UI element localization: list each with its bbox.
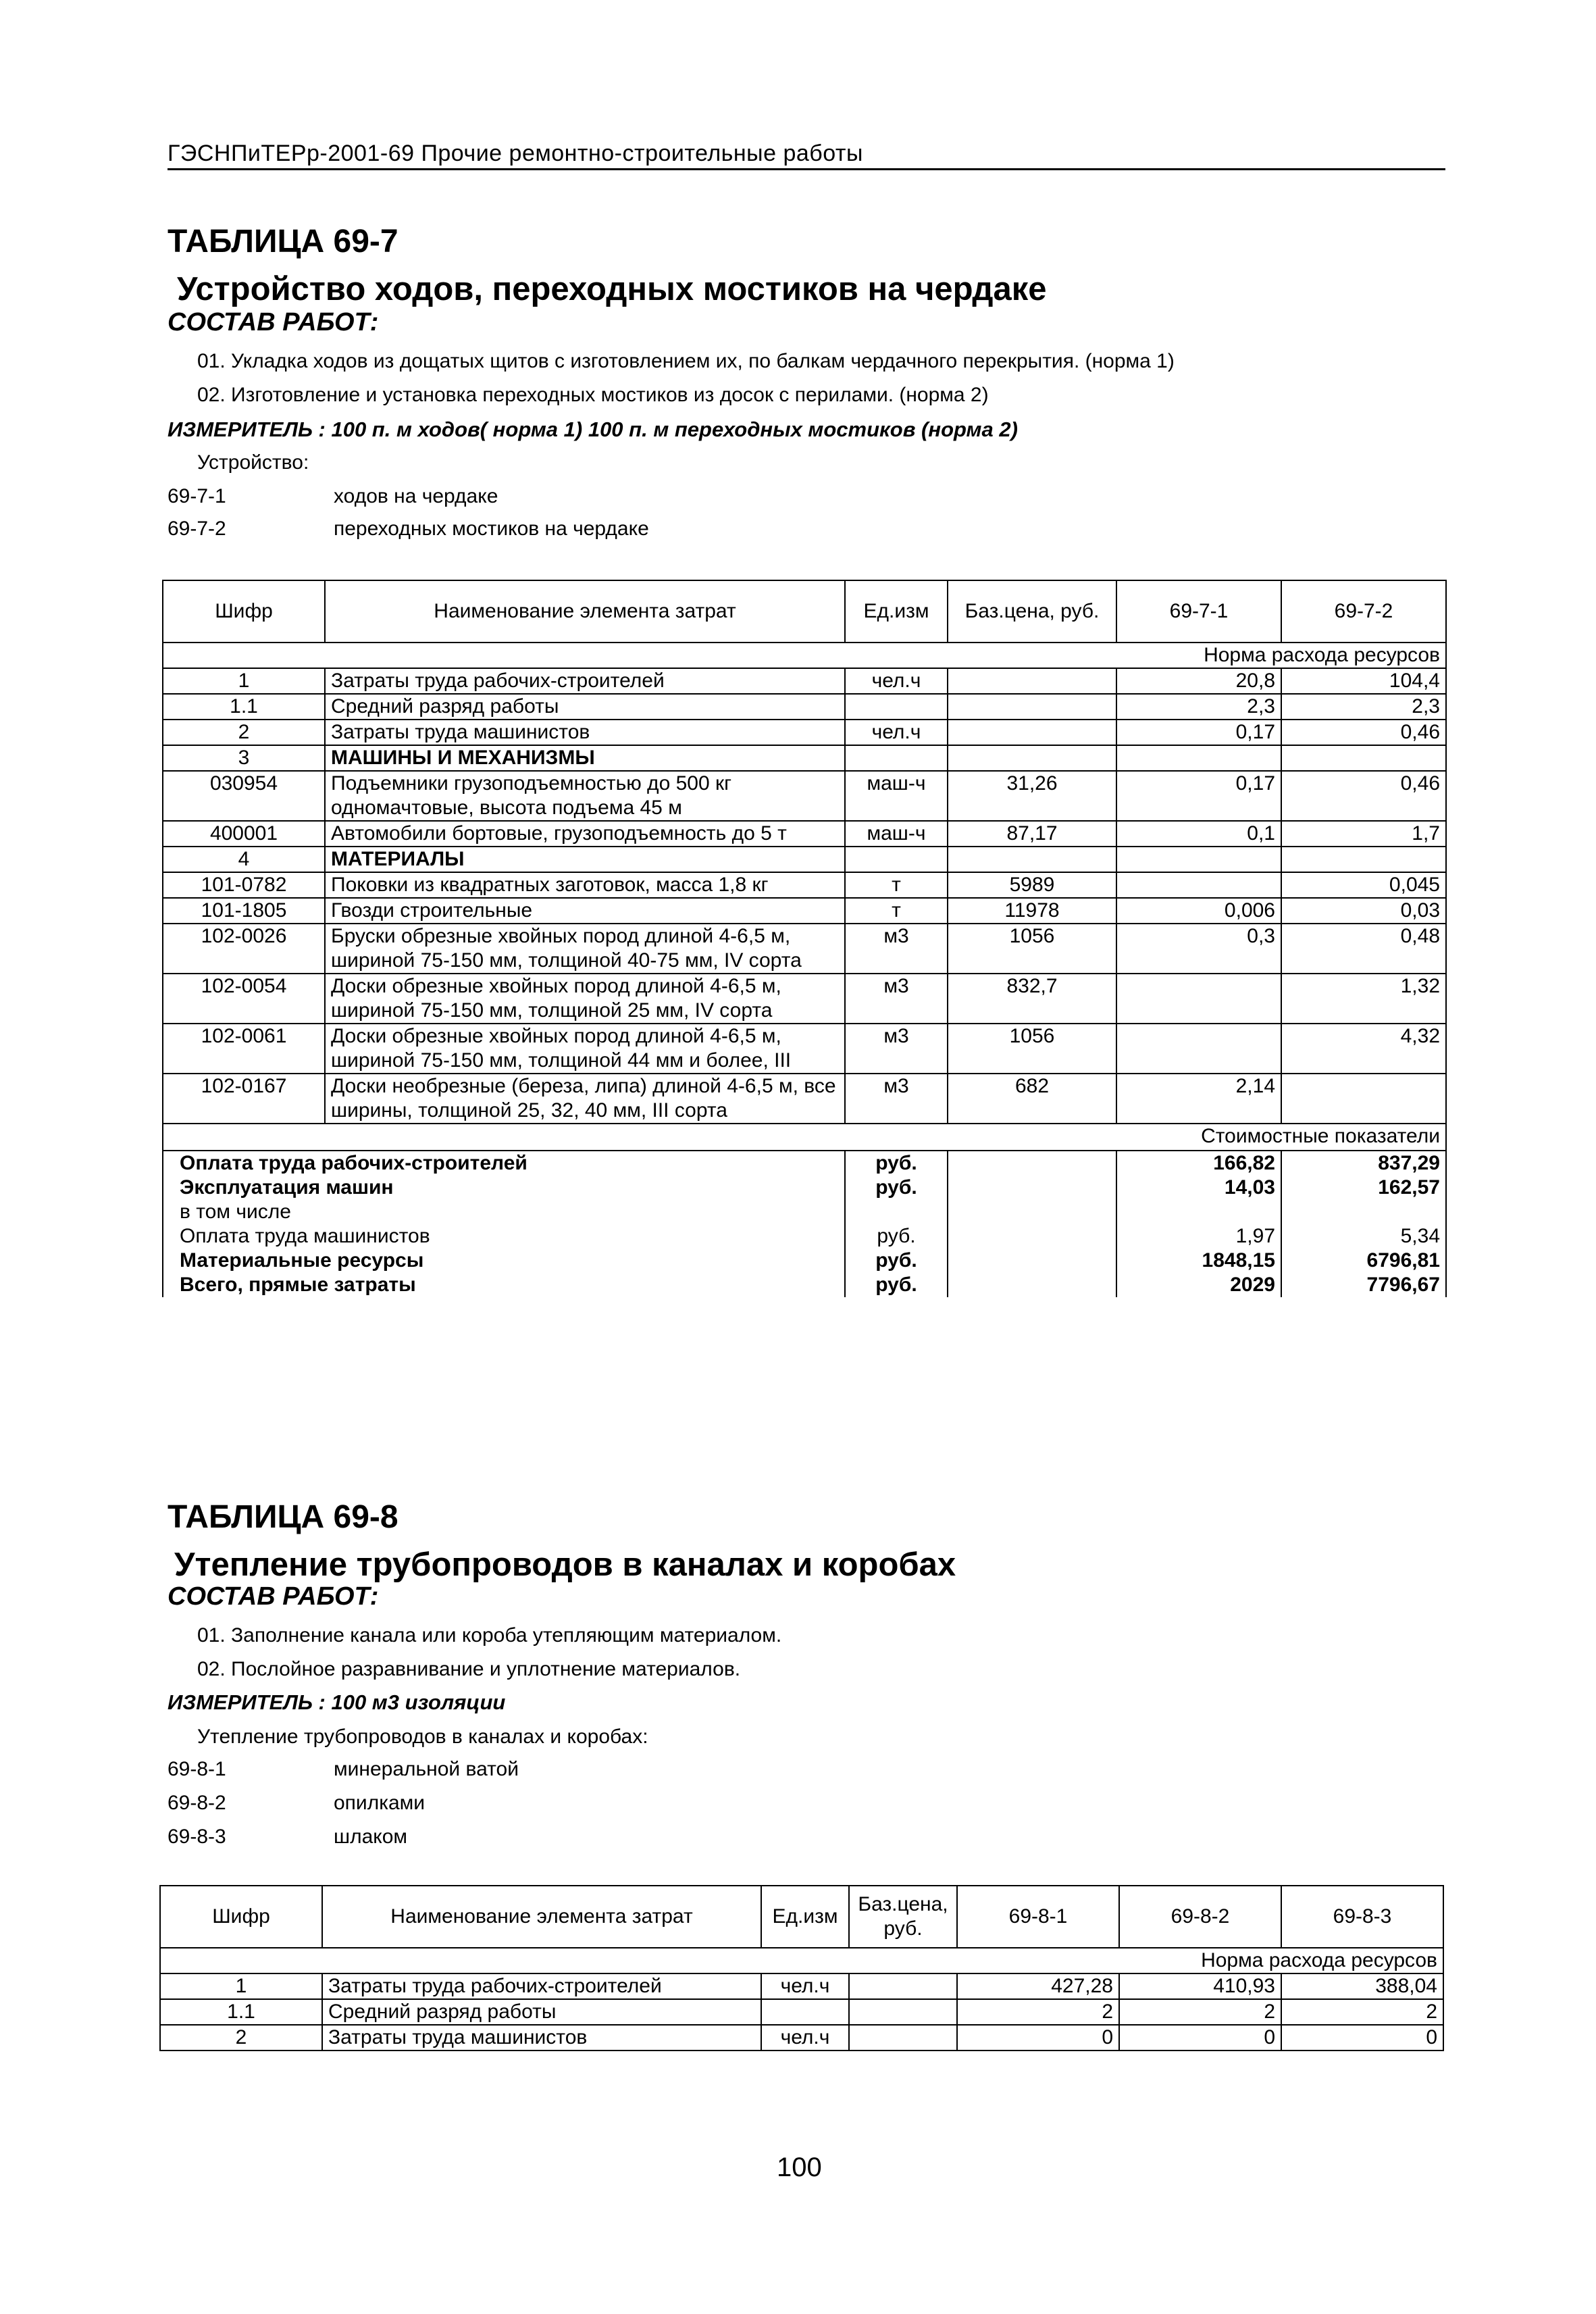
summary-row	[163, 1224, 1446, 1249]
table-cell	[948, 847, 1116, 872]
table-cell: 1056	[948, 1024, 1116, 1074]
table1-subtitle: Устройство ходов, переходных мостиков на чердаке	[177, 271, 1047, 307]
table2-subtitle: Утепление трубопроводов в каналах и коробах	[174, 1546, 956, 1583]
table-cell: 0,46	[1281, 720, 1446, 745]
table-cell: 1848,15	[1116, 1249, 1281, 1273]
table-header-row	[160, 1886, 1443, 1948]
table-cell: 427,28	[957, 1973, 1119, 1999]
table-row	[163, 847, 1446, 872]
table-cell	[845, 745, 948, 771]
table-cell: 166,82	[1116, 1151, 1281, 1176]
table2-title: ТАБЛИЦА 69-8	[168, 1499, 398, 1535]
header-cell: Ед.изм	[761, 1886, 849, 1948]
table-cell: 1.1	[163, 694, 325, 720]
norm-caption: Норма расхода ресурсов	[163, 643, 1446, 668]
table-cell: Бруски обрезные хвойных пород длиной 4-6,5 м, шириной 75-150 мм, толщиной 40-75 мм, IV сорта	[325, 924, 845, 974]
table-cell: 837,29	[1281, 1151, 1446, 1176]
cost-caption: Стоимостные показатели	[163, 1124, 1446, 1151]
table-cell	[849, 1999, 957, 2025]
table-cell: Доски обрезные хвойных пород длиной 4-6,5 м, шириной 75-150 мм, толщиной 25 мм, IV сорта	[325, 974, 845, 1024]
table-cell: Затраты труда машинистов	[325, 720, 845, 745]
table-cell	[948, 1200, 1116, 1224]
table-cell	[1281, 847, 1446, 872]
table-cell: МАТЕРИАЛЫ	[325, 847, 845, 872]
header-cell: Наименование элемента затрат	[325, 580, 845, 643]
table-cell: 14,03	[1116, 1176, 1281, 1200]
table-cell	[1281, 745, 1446, 771]
table-cell: 102-0167	[163, 1074, 325, 1124]
table1-work-1: 01. Укладка ходов из дощатых щитов с изготовлением их, по балкам чердачного перекрытия. (норма 1)	[197, 350, 1175, 372]
table-cell: 2,3	[1281, 694, 1446, 720]
summary-row	[163, 1176, 1446, 1200]
table-cell: Поковки из квадратных заготовок, масса 1,8 кг	[325, 872, 845, 898]
table-row	[163, 974, 1446, 1024]
table-cell: т	[845, 872, 948, 898]
table-cell	[1281, 1200, 1446, 1224]
table-cell: Автомобили бортовые, грузоподъемность до 5 т	[325, 821, 845, 847]
table-cell: 4,32	[1281, 1024, 1446, 1074]
table-cell: 3	[163, 745, 325, 771]
table-cell: Средний разряд работы	[322, 1999, 761, 2025]
table-row	[163, 1024, 1446, 1074]
table1-sostav-label: СОСТАВ РАБОТ:	[168, 308, 379, 336]
table-cell: 2029	[1116, 1273, 1281, 1297]
table-row	[163, 771, 1446, 821]
table-cell: 101-0782	[163, 872, 325, 898]
table-cell: 1056	[948, 924, 1116, 974]
table-cell: Оплата труда машинистов	[163, 1224, 845, 1249]
table-cell: 0,1	[1116, 821, 1281, 847]
table-cell: м3	[845, 974, 948, 1024]
table-row	[160, 2025, 1443, 2051]
table-cell	[1116, 974, 1281, 1024]
table-cell: 7796,67	[1281, 1273, 1446, 1297]
table-cell: 2	[957, 1999, 1119, 2025]
table2-norm-code-3: 69-8-3	[168, 1826, 226, 1848]
table-cell	[948, 668, 1116, 694]
table-cell: маш-ч	[845, 821, 948, 847]
table-cell: чел.ч	[845, 668, 948, 694]
header-cell: 69-7-1	[1116, 580, 1281, 643]
table2-group-label: Утепление трубопроводов в каналах и коробах:	[197, 1726, 648, 1748]
table-cell: Гвозди строительные	[325, 898, 845, 924]
table2-norm-code-1: 69-8-1	[168, 1758, 226, 1780]
table-row	[163, 898, 1446, 924]
table-cell: 832,7	[948, 974, 1116, 1024]
summary-row	[163, 1249, 1446, 1273]
table-cell: 0,46	[1281, 771, 1446, 821]
table-cell: 682	[948, 1074, 1116, 1124]
table-cell: Затраты труда машинистов	[322, 2025, 761, 2051]
table-cell: 0	[1281, 2025, 1443, 2051]
table-row	[160, 1973, 1443, 1999]
table-cell: 410,93	[1119, 1973, 1281, 1999]
table2-work-1: 01. Заполнение канала или короба утепляющим материалом.	[197, 1624, 782, 1646]
resource-table-69-7	[162, 580, 1447, 1297]
table-row	[163, 720, 1446, 745]
table-cell	[948, 694, 1116, 720]
table-cell: Затраты труда рабочих-строителей	[325, 668, 845, 694]
table-cell: 0,17	[1116, 720, 1281, 745]
table-cell: Затраты труда рабочих-строителей	[322, 1973, 761, 1999]
table-cell: 1	[163, 668, 325, 694]
table-cell: 030954	[163, 771, 325, 821]
table-cell: руб.	[845, 1224, 948, 1249]
cost-caption-row	[163, 1124, 1446, 1151]
table-cell: 2	[1119, 1999, 1281, 2025]
summary-row	[163, 1151, 1446, 1176]
table2-norm-name-3: шлаком	[334, 1826, 408, 1848]
table-cell: м3	[845, 924, 948, 974]
table-cell	[948, 745, 1116, 771]
table-row	[163, 668, 1446, 694]
header-cell: 69-8-2	[1119, 1886, 1281, 1948]
page-number: 100	[777, 2153, 822, 2182]
table-cell	[845, 1200, 948, 1224]
table-cell: м3	[845, 1074, 948, 1124]
table1-norm-name-2: переходных мостиков на чердаке	[334, 518, 649, 540]
table-row	[160, 1999, 1443, 2025]
table2-norm-name-1: минеральной ватой	[334, 1758, 519, 1780]
header-cell: 69-8-3	[1281, 1886, 1443, 1948]
table-cell	[948, 720, 1116, 745]
table-cell: 2,3	[1116, 694, 1281, 720]
table-cell	[1116, 872, 1281, 898]
table-row	[163, 924, 1446, 974]
table-cell: 6796,81	[1281, 1249, 1446, 1273]
table-cell	[849, 2025, 957, 2051]
table1-norm-name-1: ходов на чердаке	[334, 485, 498, 507]
table-cell	[761, 1999, 849, 2025]
table-cell: 0,045	[1281, 872, 1446, 898]
table-cell	[948, 1224, 1116, 1249]
summary-row	[163, 1273, 1446, 1297]
norm-caption-row	[160, 1948, 1443, 1973]
table-cell: руб.	[845, 1249, 948, 1273]
running-head: ГЭСНПиТЕРр-2001-69 Прочие ремонтно-строительные работы	[168, 141, 1445, 170]
table1-group-label: Устройство:	[197, 451, 309, 474]
table-cell: 400001	[163, 821, 325, 847]
table-cell	[1116, 847, 1281, 872]
table2-norm-name-2: опилками	[334, 1792, 426, 1814]
table1-norm-code-1: 69-7-1	[168, 485, 226, 507]
table-cell: руб.	[845, 1151, 948, 1176]
table-cell	[948, 1249, 1116, 1273]
header-cell: 69-7-2	[1281, 580, 1446, 643]
table-cell: чел.ч	[761, 1973, 849, 1999]
table-cell: 1,97	[1116, 1224, 1281, 1249]
table-row	[163, 872, 1446, 898]
table2-sostav-label: СОСТАВ РАБОТ:	[168, 1582, 379, 1611]
table-cell: 0,48	[1281, 924, 1446, 974]
table-cell: Подъемники грузоподъемностью до 500 кг одномачтовые, высота подъема 45 м	[325, 771, 845, 821]
table-cell: 1.1	[160, 1999, 322, 2025]
summary-row	[163, 1200, 1446, 1224]
table-cell: маш-ч	[845, 771, 948, 821]
table-cell	[845, 847, 948, 872]
table-cell	[845, 694, 948, 720]
table-cell: 2	[1281, 1999, 1443, 2025]
table-cell: 0	[957, 2025, 1119, 2051]
table-cell: т	[845, 898, 948, 924]
table-cell: Средний разряд работы	[325, 694, 845, 720]
header-cell: Баз.цена, руб.	[948, 580, 1116, 643]
table2-norm-code-2: 69-8-2	[168, 1792, 226, 1814]
table-cell: 1,32	[1281, 974, 1446, 1024]
table-cell: в том числе	[163, 1200, 845, 1224]
table-cell: Доски обрезные хвойных пород длиной 4-6,5 м, шириной 75-150 мм, толщиной 44 мм и более, III	[325, 1024, 845, 1074]
header-cell: 69-8-1	[957, 1886, 1119, 1948]
table-cell: чел.ч	[761, 2025, 849, 2051]
table-cell: 0,006	[1116, 898, 1281, 924]
table1-title: ТАБЛИЦА 69-7	[168, 224, 398, 259]
table1-measure: ИЗМЕРИТЕЛЬ : 100 п. м ходов( норма 1) 100 п. м переходных мостиков (норма 2)	[168, 418, 1018, 441]
table-cell: чел.ч	[845, 720, 948, 745]
table-cell: руб.	[845, 1273, 948, 1297]
table-cell: 102-0061	[163, 1024, 325, 1074]
table-cell: 31,26	[948, 771, 1116, 821]
table-cell: Всего, прямые затраты	[163, 1273, 845, 1297]
table-cell: Эксплуатация машин	[163, 1176, 845, 1200]
table1-norm-code-2: 69-7-2	[168, 518, 226, 540]
table-cell: 0,03	[1281, 898, 1446, 924]
table-cell: 0,3	[1116, 924, 1281, 974]
resource-table-69-8	[159, 1885, 1444, 2051]
table-cell: 2	[160, 2025, 322, 2051]
table1-work-2: 02. Изготовление и установка переходных мостиков из досок с перилами. (норма 2)	[197, 384, 989, 406]
table-cell: Материальные ресурсы	[163, 1249, 845, 1273]
table-cell: 162,57	[1281, 1176, 1446, 1200]
table-cell	[849, 1973, 957, 1999]
norm-caption: Норма расхода ресурсов	[160, 1948, 1443, 1973]
table-cell: 4	[163, 847, 325, 872]
table2-work-2: 02. Послойное разравнивание и уплотнение материалов.	[197, 1658, 741, 1680]
table-cell: МАШИНЫ И МЕХАНИЗМЫ	[325, 745, 845, 771]
header-cell: Наименование элемента затрат	[322, 1886, 761, 1948]
table-cell	[1116, 1200, 1281, 1224]
table-cell	[1281, 1074, 1446, 1124]
table-row	[163, 1074, 1446, 1124]
table-cell: Доски необрезные (береза, липа) длиной 4-6,5 м, все ширины, толщиной 25, 32, 40 мм, III сорта	[325, 1074, 845, 1124]
table-row	[163, 745, 1446, 771]
header-cell: Шифр	[163, 580, 325, 643]
table-cell: 1	[160, 1973, 322, 1999]
table-row	[163, 694, 1446, 720]
table-cell: 1,7	[1281, 821, 1446, 847]
table-cell: 2	[163, 720, 325, 745]
table-cell	[948, 1176, 1116, 1200]
table-header-row	[163, 580, 1446, 643]
table-cell: 2,14	[1116, 1074, 1281, 1124]
header-cell: Шифр	[160, 1886, 322, 1948]
table-cell: Оплата труда рабочих-строителей	[163, 1151, 845, 1176]
table-cell: 388,04	[1281, 1973, 1443, 1999]
header-cell: Баз.цена, руб.	[849, 1886, 957, 1948]
table-cell: 104,4	[1281, 668, 1446, 694]
table-cell: руб.	[845, 1176, 948, 1200]
table-cell: 0,17	[1116, 771, 1281, 821]
table-cell: 0	[1119, 2025, 1281, 2051]
table-row	[163, 821, 1446, 847]
table-cell: 102-0026	[163, 924, 325, 974]
table-cell	[948, 1151, 1116, 1176]
table-cell: 11978	[948, 898, 1116, 924]
table-cell	[1116, 1024, 1281, 1074]
table-cell	[948, 1273, 1116, 1297]
table-cell: 5989	[948, 872, 1116, 898]
table-cell: 20,8	[1116, 668, 1281, 694]
table-cell: 87,17	[948, 821, 1116, 847]
table2-measure: ИЗМЕРИТЕЛЬ : 100 м3 изоляции	[168, 1690, 506, 1714]
table-cell: 102-0054	[163, 974, 325, 1024]
table-cell: 5,34	[1281, 1224, 1446, 1249]
header-cell: Ед.изм	[845, 580, 948, 643]
norm-caption-row	[163, 643, 1446, 668]
table-cell	[1116, 745, 1281, 771]
table-cell: м3	[845, 1024, 948, 1074]
table-cell: 101-1805	[163, 898, 325, 924]
